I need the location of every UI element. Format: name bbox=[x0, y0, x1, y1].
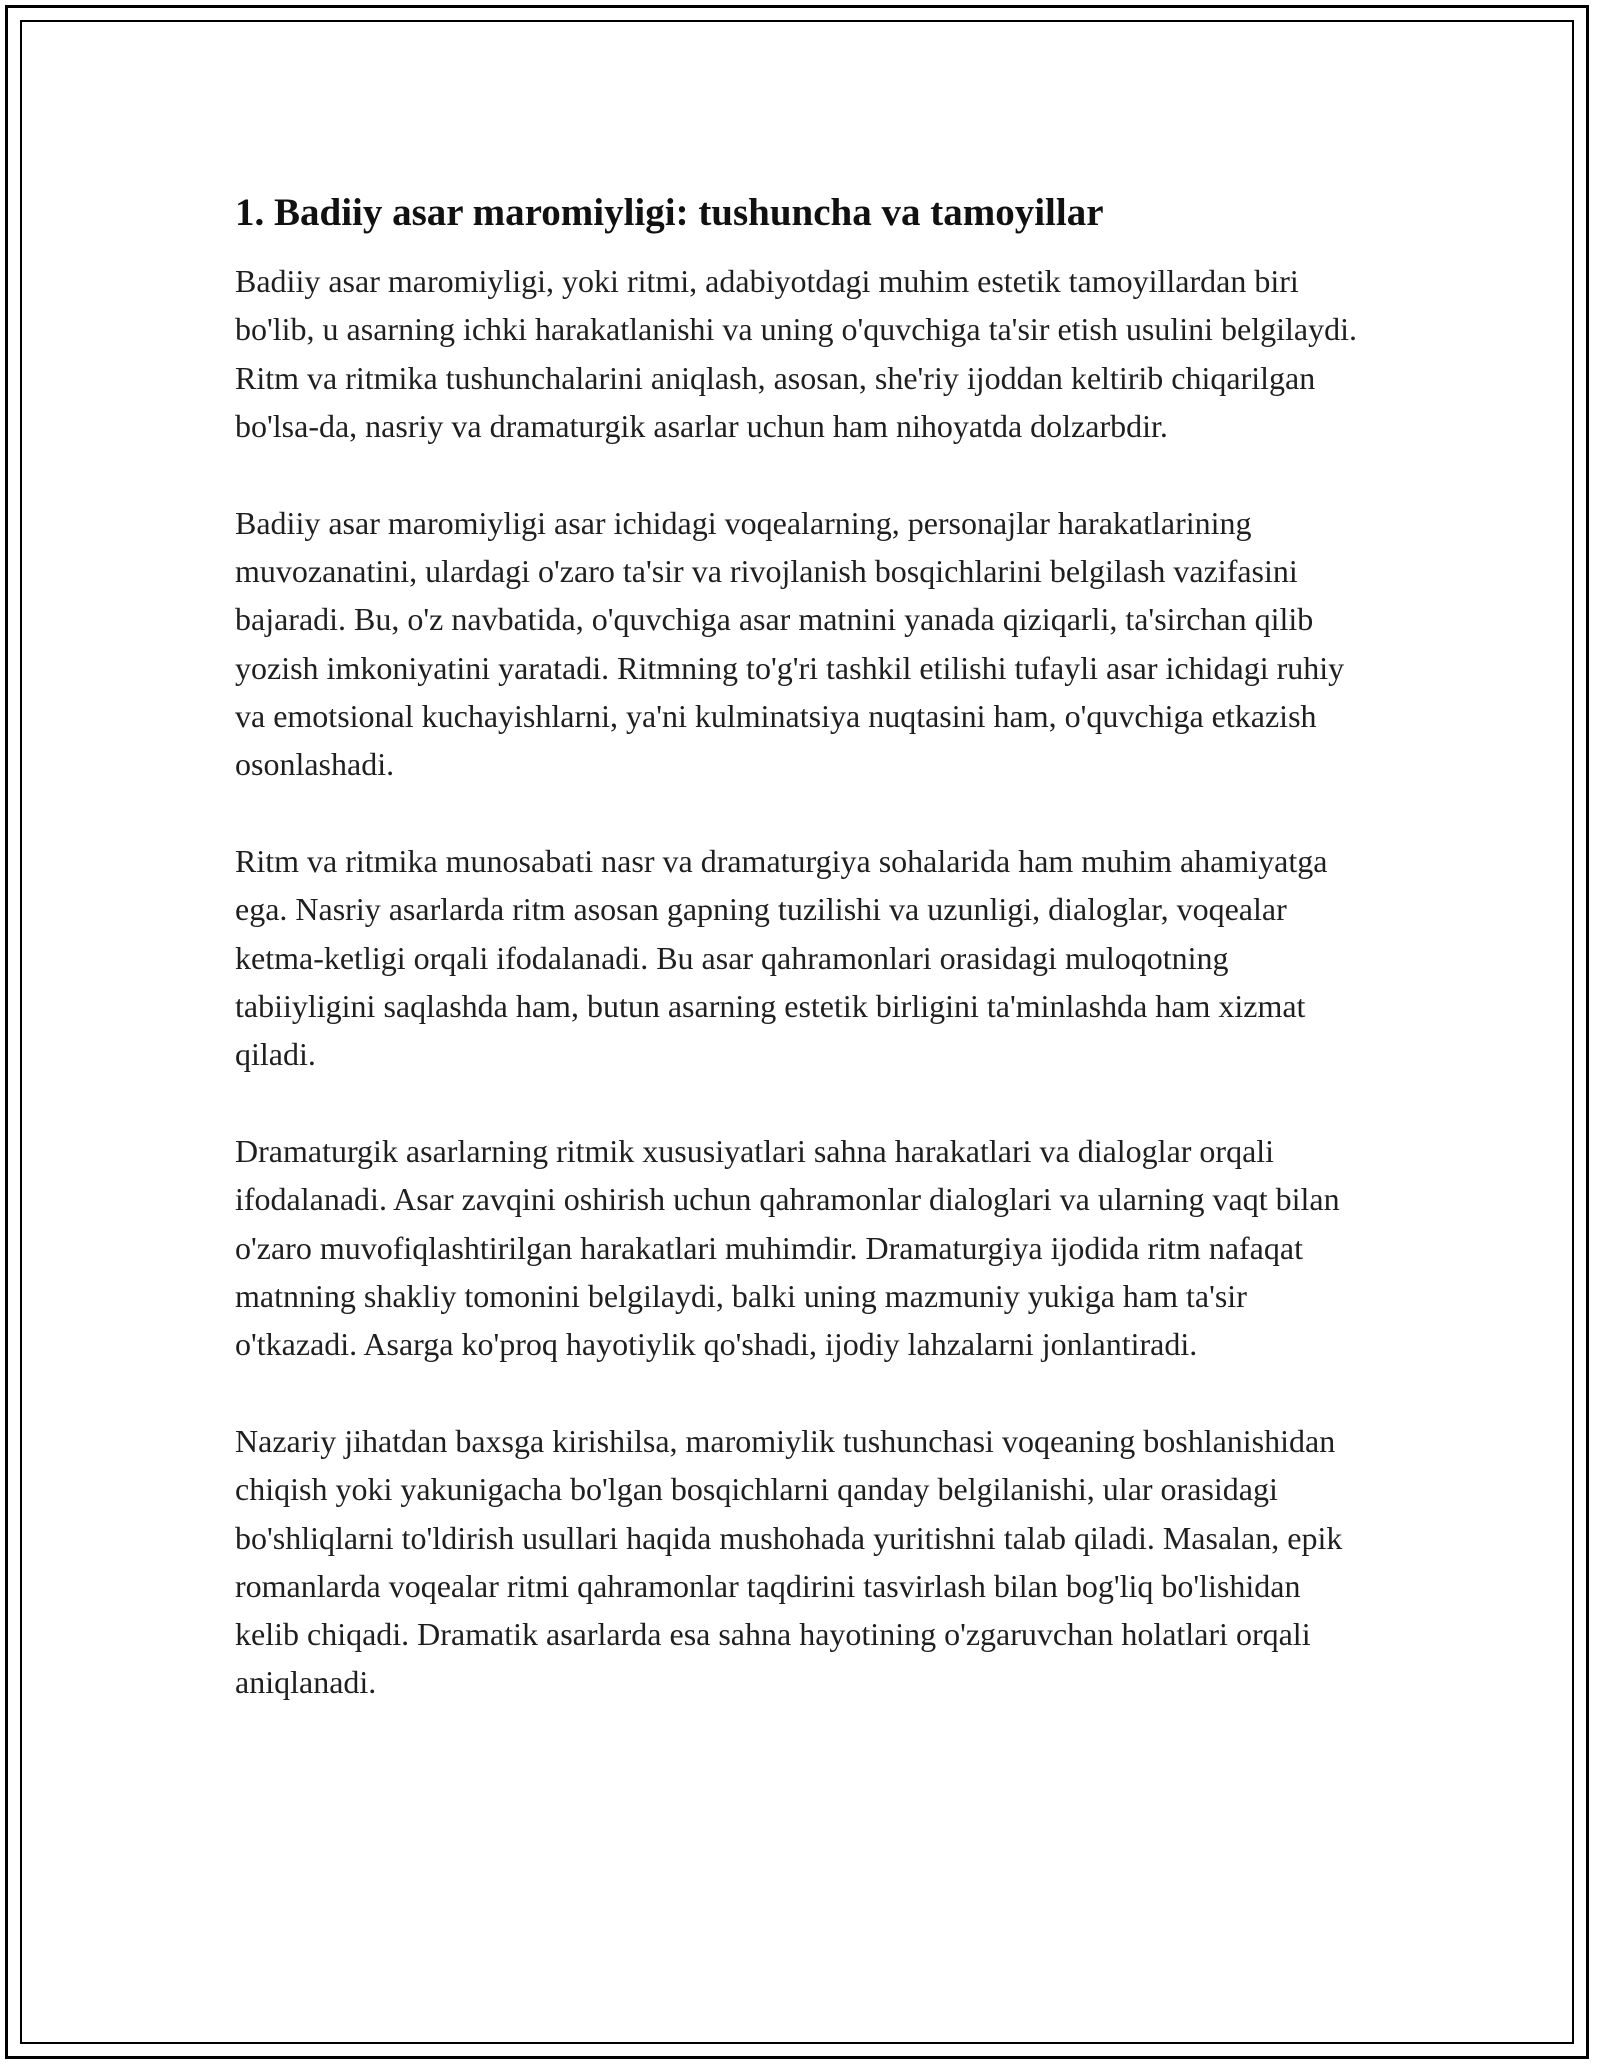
document-body bbox=[235, 185, 1370, 1755]
paragraph-5: Nazariy jihatdan baxsga kirishilsa, maromiylik tushunchasi voqeaning boshlanishidan chiqish yoki yakunigacha bo'lgan bosqichlarni qanday belgilanishi, ular orasidagi bo'shliqlarni to'ldirish usullari haqida mushohada yuritishni talab qiladi. Masalan, epik romanlarda voqealar ritmi qahramonlar taqdirini tasvirlash bilan bog'liq bo'lishidan kelib chiqadi. Dramatik asarlarda esa sahna hayotining o'zgaruvchan holatlari orqali aniqlanadi. bbox=[235, 1422, 1343, 1701]
section-heading: 1. Badiiy asar maromiyligi: tushuncha va tamoyillar bbox=[235, 191, 1104, 234]
paragraph-4: Dramaturgik asarlarning ritmik xususiyatlari sahna harakatlari va dialoglar orqali ifodalanadi. Asar zavqini oshirish uchun qahramonlar dialoglari va ularning vaqt bilan o'zaro muvofiqlashtirilgan harakatlari muhimdir. Dramaturgiya ijodida ritm nafaqat matnning shakliy tomonini belgilaydi, balki uning mazmuniy yukiga ham ta'sir o'tkazadi. Asarga ko'proq hayotiylik qo'shadi, ijodiy lahzalarni jonlantiradi. bbox=[235, 1132, 1340, 1363]
paragraph-2: Badiiy asar maromiyligi asar ichidagi voqealarning, personajlar harakatlarining muvozanatini, ulardagi o'zaro ta'sir va rivojlanish bosqichlarini belgilash vazifasini bajaradi. Bu, o'z navbatida, o'quvchiga asar matnini yanada qiziqarli, ta'sirchan qilib yozish imkoniyatini yaratadi. Ritmning to'g'ri tashkil etilishi tufayli asar ichidagi ruhiy va emotsional kuchayishlarni, ya'ni kulminatsiya nuqtasini ham, o'quvchiga etkazish osonlashadi. bbox=[235, 504, 1345, 783]
paragraph-1: Badiiy asar maromiyligi, yoki ritmi, adabiyotdagi muhim estetik tamoyillardan biri bo'lib, u asarning ichki harakatlanishi va uning o'quvchiga ta'sir etish usulini belgilaydi. Ritm va ritmika tushunchalarini aniqlash, asosan, she'riy ijoddan keltirib chiqarilgan bo'lsa-da, nasriy va dramaturgik asarlar uchun ham nihoyatda dolzarbdir. bbox=[235, 263, 1357, 444]
paragraph-3: Ritm va ritmika munosabati nasr va dramaturgiya sohalarida ham muhim ahamiyatga ega. Nasriy asarlarda ritm asosan gapning tuzilishi va uzunligi, dialoglar, voqealar ketma-ketligi orqali ifodalanadi. Bu asar qahramonlari orasidagi muloqotning tabiiyligini saqlashda ham, butun asarning estetik birligini ta'minlashda ham xizmat qiladi. bbox=[235, 842, 1328, 1073]
